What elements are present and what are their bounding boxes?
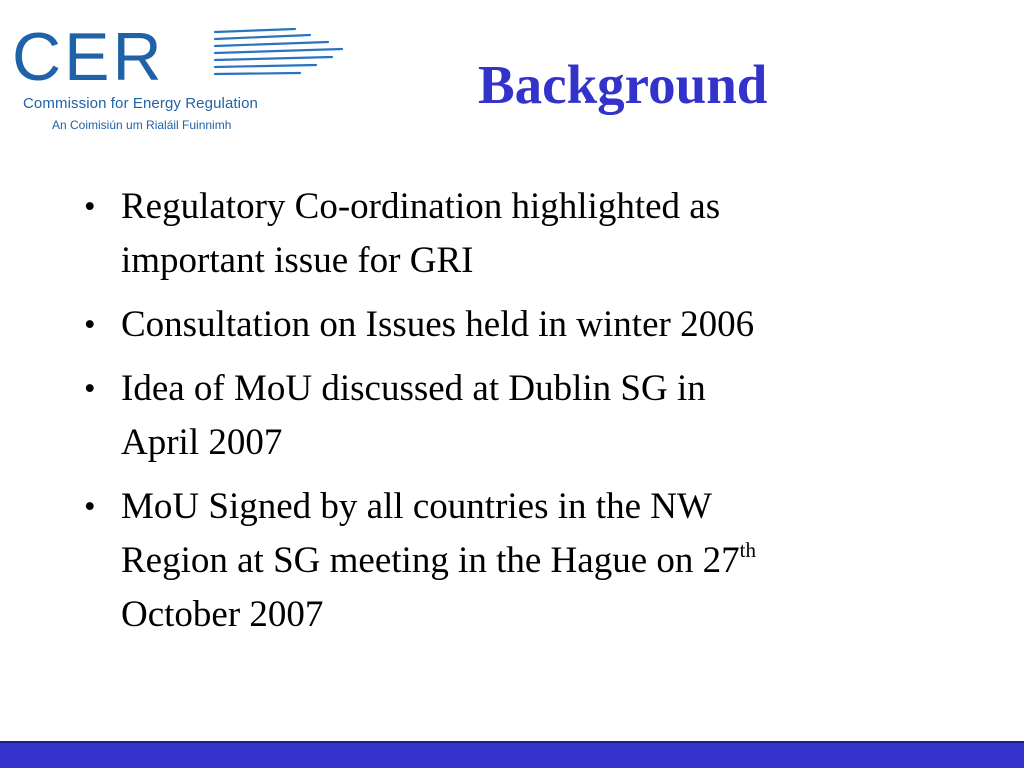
logo-irish-name: An Coimisiún um Rialáil Fuinnimh xyxy=(52,118,232,132)
logo-organisation-name: Commission for Energy Regulation xyxy=(23,95,258,112)
bullet-text-line: October 2007 xyxy=(121,594,324,635)
bullet-dot-icon: • xyxy=(84,371,96,407)
bullet-text-line: Consultation on Issues held in winter 2006 xyxy=(121,304,755,345)
bullet-item-4 xyxy=(84,480,924,642)
bullet-text-line: MoU Signed by all countries in the NW xyxy=(121,486,712,527)
footer-band xyxy=(0,741,1024,768)
bullet-text-line: Regulatory Co-ordination highlighted as xyxy=(121,186,721,227)
bullet-item-3 xyxy=(84,362,924,470)
cer-logo xyxy=(10,22,350,137)
bullet-text-line-with-superscript xyxy=(121,534,924,588)
bullet-text-line: Idea of MoU discussed at Dublin SG in xyxy=(121,368,706,409)
bullet-item-2 xyxy=(84,298,924,352)
bullet-dot-icon: • xyxy=(84,489,96,525)
bullet-text-line: important issue for GRI xyxy=(121,240,474,281)
bullet-text-fragment: Region at SG meeting in the Hague on 27 xyxy=(121,540,740,581)
bullet-text-line: April 2007 xyxy=(121,422,283,463)
ordinal-superscript: th xyxy=(739,538,756,562)
bullet-dot-icon: • xyxy=(84,189,96,225)
bullet-list xyxy=(84,180,924,652)
slide-title: Background xyxy=(478,54,768,115)
bullet-dot-icon: • xyxy=(84,307,96,343)
bullet-item-1 xyxy=(84,180,924,288)
cer-wordmark: CER xyxy=(12,22,165,92)
cer-logo-mark xyxy=(10,22,350,92)
